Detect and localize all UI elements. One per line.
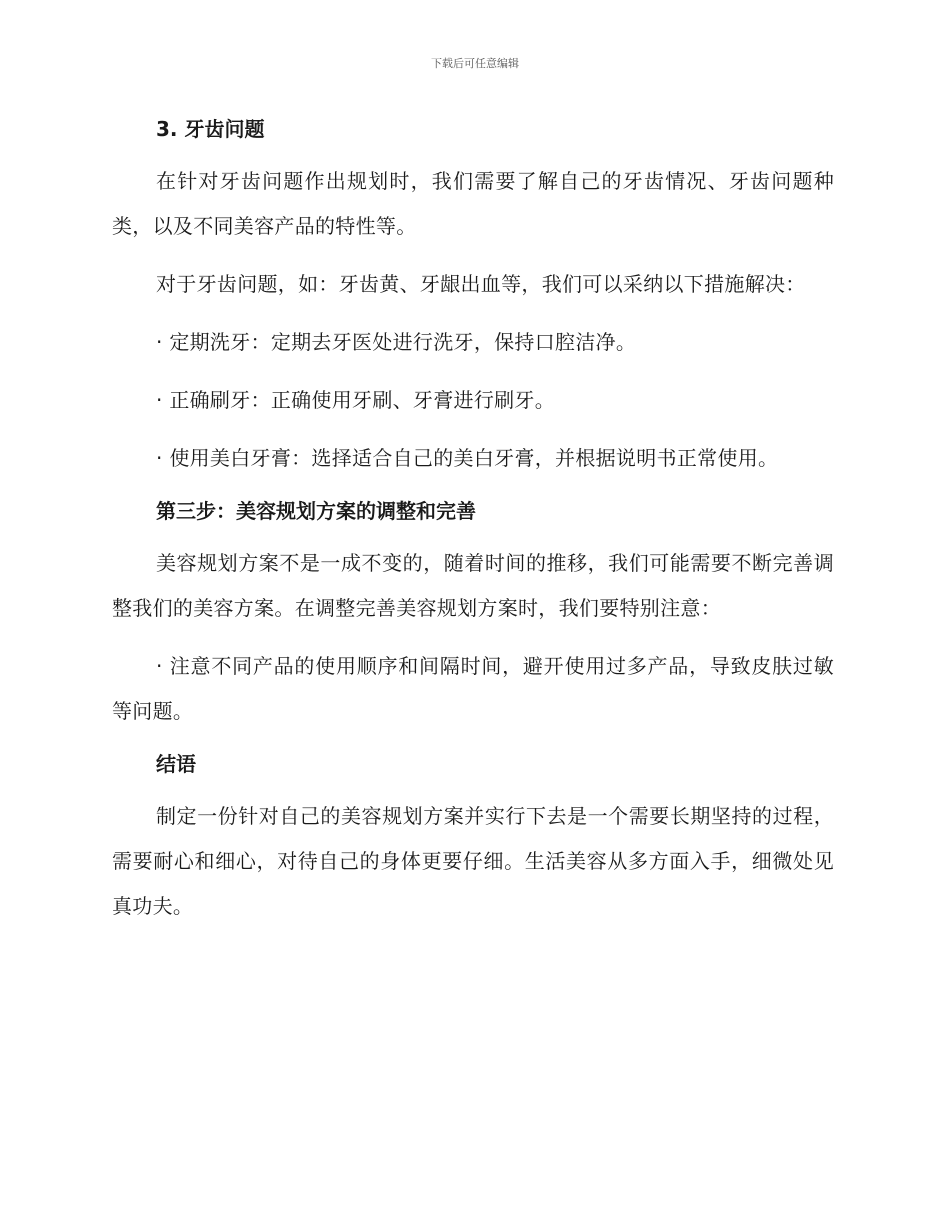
section-heading-step3: 第三步：美容规划方案的调整和完善 [156, 499, 476, 523]
section-heading-teeth: 3. 牙齿问题 [156, 117, 265, 141]
paragraph-conclusion: 制定一份针对自己的美容规划方案并实行下去是一个需要长期坚持的过程，需要耐心和细心，对待自己的身体更要仔细。生活美容从多方面入手，细微处见真功夫。 [112, 804, 834, 918]
paragraph-teeth-planning: 在针对牙齿问题作出规划时，我们需要了解自己的牙齿情况、牙齿问题种类，以及不同美容产品的特性等。 [112, 169, 834, 238]
bullet-whitening-toothpaste: · 使用美白牙膏：选择适合自己的美白牙膏，并根据说明书正常使用。 [156, 446, 779, 470]
paragraph-plan-adjustment: 美容规划方案不是一成不变的，随着时间的推移，我们可能需要不断完善调整我们的美容方案。在调整完善美容规划方案时，我们要特别注意： [112, 551, 834, 620]
paragraph-teeth-measures: 对于牙齿问题，如：牙齿黄、牙龈出血等，我们可以采纳以下措施解决： [156, 272, 806, 296]
section-heading-conclusion: 结语 [156, 752, 196, 776]
bullet-product-order: · 注意不同产品的使用顺序和间隔时间，避开使用过多产品，导致皮肤过敏等问题。 [112, 654, 834, 723]
document-body [112, 112, 834, 929]
header-note: 下载后可任意编辑 [431, 57, 519, 70]
bullet-correct-brushing: · 正确刷牙：正确使用牙刷、牙膏进行刷牙。 [156, 388, 556, 412]
bullet-regular-cleaning: · 定期洗牙：定期去牙医处进行洗牙，保持口腔洁净。 [156, 330, 637, 354]
